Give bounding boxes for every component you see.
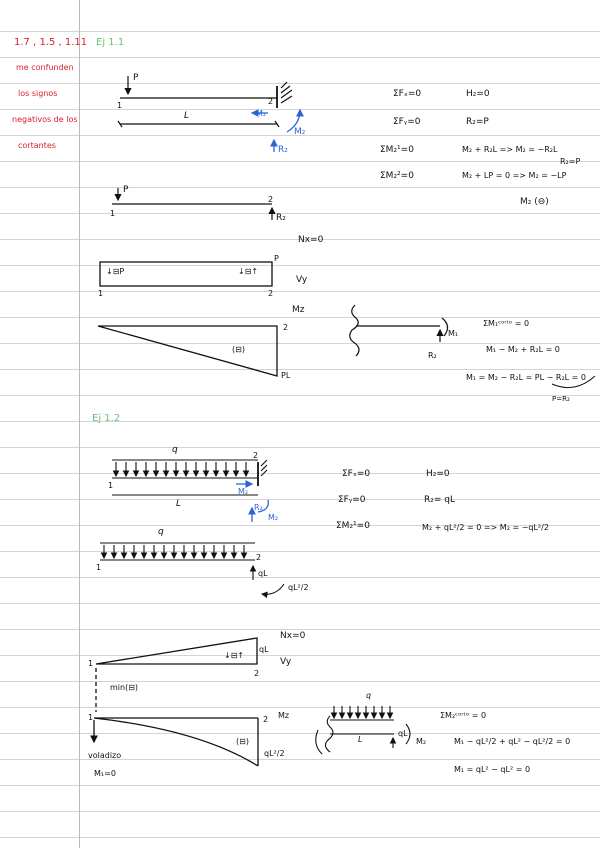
equation-rhs: H₂=0 [466, 89, 490, 99]
side-note-line: me confunden [16, 63, 74, 72]
node-label: 1 [96, 563, 102, 572]
load-label: P [123, 185, 129, 195]
node-label: 1 [88, 659, 94, 668]
exercise-title: Ej 1.2 [92, 413, 121, 424]
node-label: 2 [268, 289, 274, 298]
shear-label: Vy [296, 275, 308, 285]
node-label: 1 [117, 101, 123, 110]
side-note-line: negativos de los [12, 115, 78, 124]
reaction-label: qL [398, 729, 408, 738]
node-label: 2 [253, 451, 259, 460]
equation-note: R₂=P [560, 157, 581, 166]
equation-lhs: ΣM₂¹=0 [380, 145, 414, 155]
equation-rhs: M₂ + LP = 0 => M₂ = −LP [462, 171, 567, 180]
cut-note: P=R₂ [552, 395, 570, 403]
cut-equation: M₁ = qL² − qL² = 0 [454, 765, 531, 774]
equation-lhs: ΣM₂¹=0 [336, 521, 370, 531]
node-label: 1 [108, 481, 114, 490]
load-label: q [366, 691, 372, 700]
equation-lhs: ΣFₓ=0 [342, 469, 371, 479]
axial-label: Nx=0 [280, 631, 306, 641]
equation-lhs: ΣFᵧ=0 [393, 117, 421, 127]
cut-equation: M₁ − M₂ + R₂L = 0 [486, 345, 560, 354]
ex2-fbd-sketch [100, 543, 284, 594]
cut-reaction-label: R₂ [428, 351, 437, 360]
length-label: L [358, 735, 363, 744]
shear-sign: ↓⊟↑ [224, 651, 245, 660]
length-label: L [176, 499, 182, 509]
ex1-fbd-sketch [112, 185, 272, 220]
reaction-label: R₂ [254, 503, 263, 512]
equation-rhs: M₂ + qL²/2 = 0 => M₂ = −qL²/2 [422, 523, 549, 532]
shear-sign: ↓⊟P [106, 267, 125, 276]
min-note: min(⊟) [110, 683, 139, 692]
cantilever-note: voladizo [88, 751, 122, 760]
shear-label: Vy [280, 657, 292, 667]
exercise-title: Ej 1.1 [96, 37, 125, 48]
moment-label: M₂ [294, 127, 306, 137]
equation-lhs: ΣFₓ=0 [393, 89, 422, 99]
shear-value: qL [259, 645, 269, 654]
moment-label: M₂ [256, 109, 267, 118]
equation-rhs: H₂=0 [426, 469, 450, 479]
cut-equation: M₁ = M₂ − R₂L = PL − R₂L = 0 [466, 373, 586, 382]
moment-sign: M₂ (⊖) [520, 197, 549, 207]
moment-value: qL²/2 [264, 749, 285, 758]
load-label: P [133, 73, 139, 83]
reaction-label: qL [258, 569, 268, 578]
axial-label: Nx=0 [298, 235, 324, 245]
shear-value: P [274, 254, 279, 263]
side-note-line: los signos [18, 89, 58, 98]
node-label: 2 [256, 553, 262, 562]
reaction-label: R₂ [276, 213, 286, 223]
moment-diagram-label: Mz [278, 711, 290, 720]
moment-label: M₂ [238, 487, 249, 496]
exercise-list: 1.7 , 1.5 , 1.11 [14, 37, 88, 48]
ex1-moment-diagram [98, 326, 277, 376]
moment-diagram-label: Mz [292, 305, 305, 315]
node-label: 2 [268, 195, 274, 204]
cut-equation: ΣM₁ᶜᵒʳᵗᵒ = 0 [483, 319, 530, 328]
node-label: 2 [263, 715, 269, 724]
moment-sign: (⊟) [232, 345, 245, 354]
ex1-cut-sketch [350, 305, 448, 356]
equation-lhs: ΣM₂²=0 [380, 171, 414, 181]
side-note-line: cortantes [18, 141, 56, 150]
load-label: q [172, 445, 178, 455]
cut-moment-label: M₁ [448, 329, 459, 338]
node-label: 1 [88, 713, 94, 722]
ex2-shear-diagram [96, 638, 260, 712]
cut-moment-label: M₂ [416, 737, 427, 746]
moment-sign: (⊟) [236, 737, 249, 746]
moment-value: PL [281, 371, 291, 380]
moment-zero-note: M₁=0 [94, 769, 116, 778]
cut-equation: M₁ − qL²/2 + qL² − qL²/2 = 0 [454, 737, 571, 746]
ex2-cut-sketch [316, 706, 410, 754]
node-label: 1 [110, 209, 116, 218]
length-label: L [184, 111, 190, 121]
cut-equation: ΣM₂ᶜᵒʳᵗᵒ = 0 [440, 711, 487, 720]
reaction-label: R₂ [278, 145, 288, 155]
equation-rhs: R₂= qL [424, 495, 455, 505]
shear-sign: ↓⊟↑ [238, 267, 259, 276]
node-label: 2 [268, 97, 274, 106]
equation-rhs: M₂ + R₂L => M₂ = −R₂L [462, 145, 558, 154]
moment-label: M₂ [268, 513, 279, 522]
load-label: q [158, 527, 164, 537]
ex1-beam-sketch [118, 73, 292, 127]
moment-value: qL²/2 [288, 583, 309, 592]
node-label: 2 [283, 323, 289, 332]
node-label: 2 [254, 669, 260, 678]
node-label: 1 [98, 289, 104, 298]
equation-lhs: ΣFᵧ=0 [338, 495, 366, 505]
equation-rhs: R₂=P [466, 117, 489, 127]
